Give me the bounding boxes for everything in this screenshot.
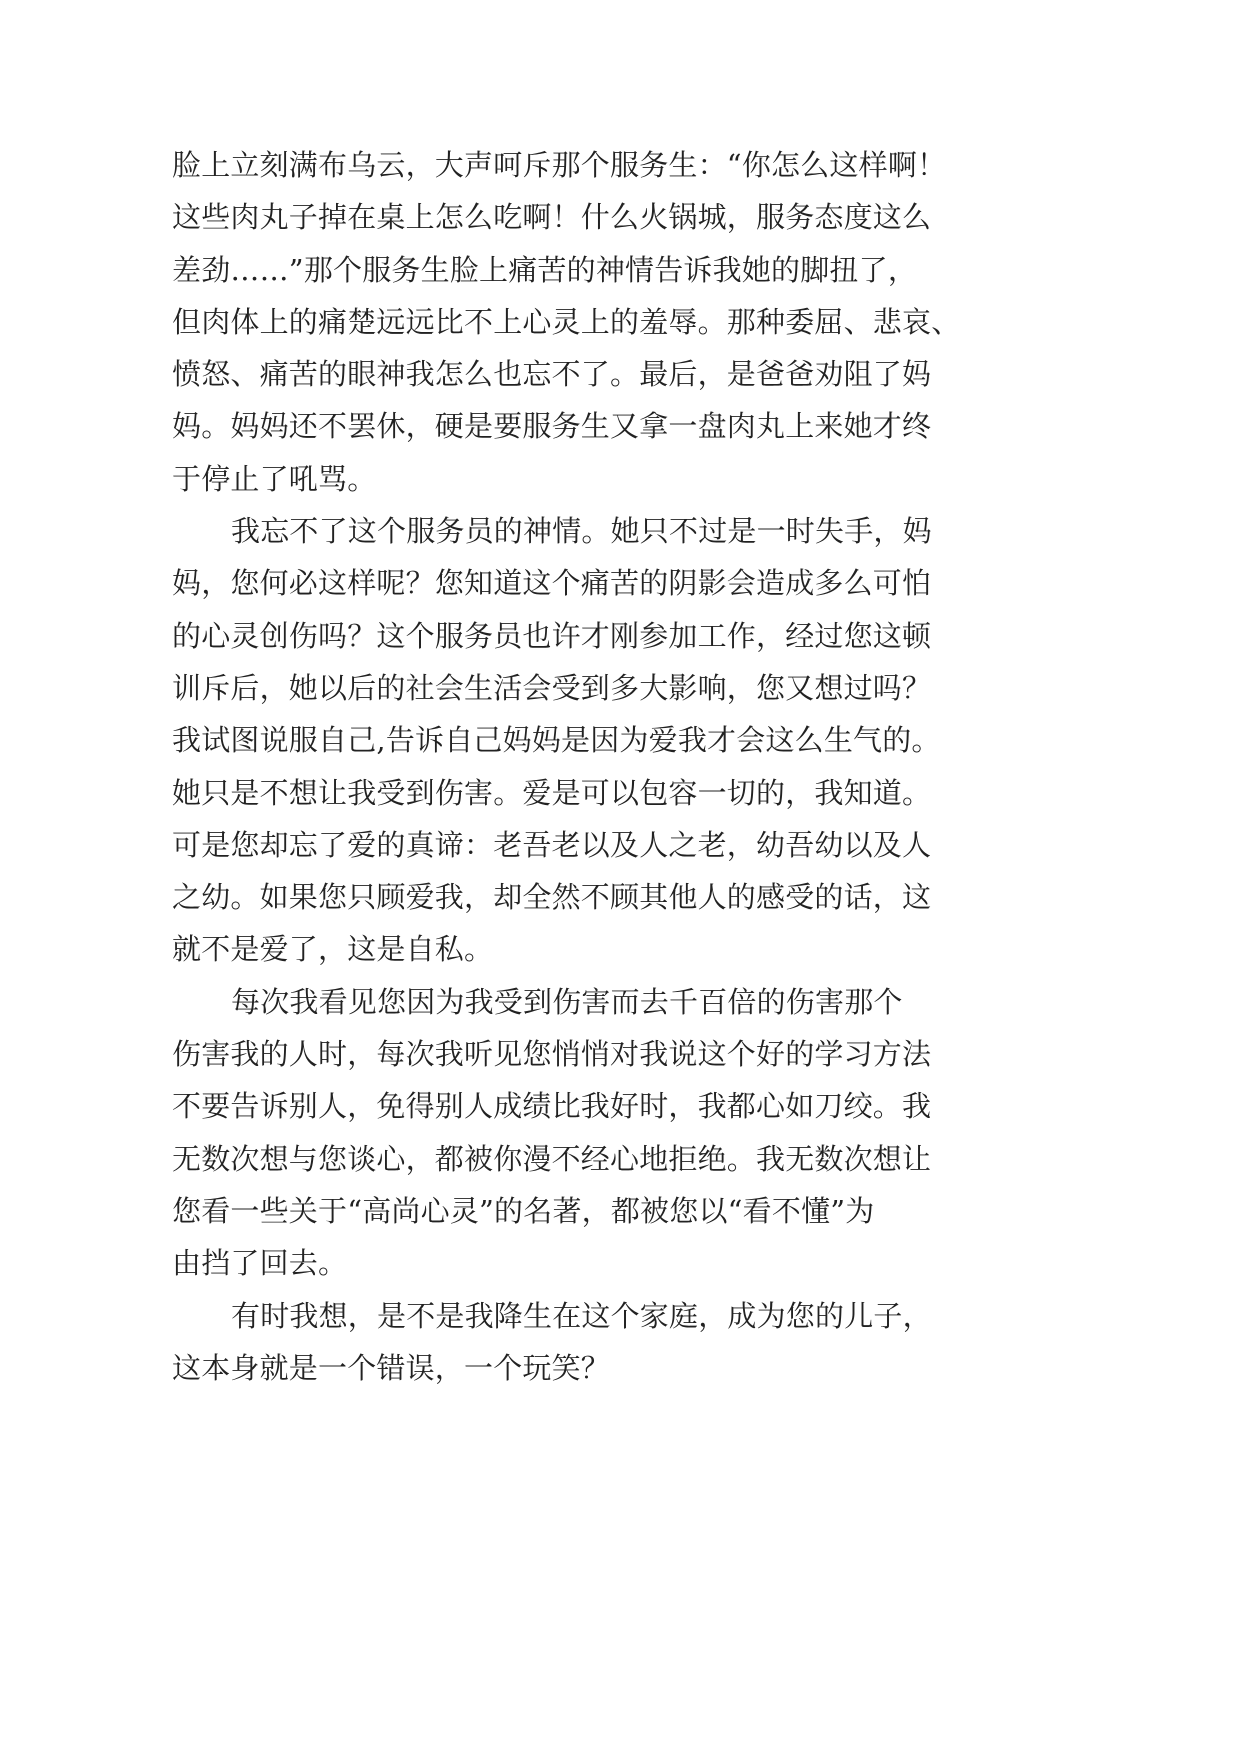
text-line: 这本身就是一个错误，一个玩笑？ (172, 1350, 611, 1385)
text-line: 训斥后，她以后的社会生活会受到多大影响，您又想过吗？ (172, 670, 932, 705)
paragraph-1 (172, 139, 972, 505)
paragraph-3 (172, 976, 972, 1290)
text-line: 伤害我的人时，每次我听见您悄悄对我说这个好的学习方法 (172, 1037, 932, 1072)
text-line: 不要告诉别人，免得别人成绩比我好时，我都心如刀绞。我 (172, 1089, 932, 1124)
text-line: 愤怒、痛苦的眼神我怎么也忘不了。最后，是爸爸劝阻了妈 (172, 357, 932, 392)
text-line: 脸上立刻满布乌云，大声呵斥那个服务生：“你怎么这样啊！ (172, 148, 947, 182)
text-line: 就不是爱了，这是自私。 (172, 932, 494, 967)
text-line: 我忘不了这个服务员的神情。她只不过是一时失手，妈 (231, 514, 932, 549)
document-body (172, 139, 972, 1394)
text-line: 无数次想与您谈心，都被你漫不经心地拒绝。我无数次想让 (172, 1141, 932, 1176)
text-line: 有时我想，是不是我降生在这个家庭，成为您的儿子， (231, 1298, 932, 1333)
text-line: 但肉体上的痛楚远远比不上心灵上的羞辱。那种委屈、悲哀、 (172, 304, 961, 339)
text-line: 您看一些关于“高尚心灵”的名著，都被您以“看不懂”为 (172, 1193, 875, 1228)
text-line: 妈。妈妈还不罢休，硬是要服务生又拿一盘肉丸上来她才终 (172, 409, 932, 444)
text-line: 于停止了吼骂。 (172, 461, 377, 496)
text-line: 每次我看见您因为我受到伤害而去千百倍的伤害那个 (231, 984, 903, 1019)
text-line: 我试图说服自己,告诉自己妈妈是因为爱我才会这么生气的。 (172, 723, 941, 758)
text-line: 妈，您何必这样呢？您知道这个痛苦的阴影会造成多么可怕 (172, 566, 932, 601)
text-line: 这些肉丸子掉在桌上怎么吃啊！什么火锅城，服务态度这么 (172, 200, 932, 235)
paragraph-4 (172, 1290, 972, 1395)
text-line: 她只是不想让我受到伤害。爱是可以包容一切的，我知道。 (172, 775, 932, 810)
text-line: 可是您却忘了爱的真谛：老吾老以及人之老，幼吾幼以及人 (172, 827, 932, 862)
text-line: 差劲……”那个服务生脸上痛苦的神情告诉我她的脚扭了， (172, 252, 918, 287)
text-line: 的心灵创伤吗？这个服务员也许才刚参加工作，经过您这顿 (172, 618, 932, 653)
text-line: 由挡了回去。 (172, 1246, 348, 1281)
paragraph-2 (172, 505, 972, 976)
text-line: 之幼。如果您只顾爱我，却全然不顾其他人的感受的话，这 (172, 880, 932, 915)
